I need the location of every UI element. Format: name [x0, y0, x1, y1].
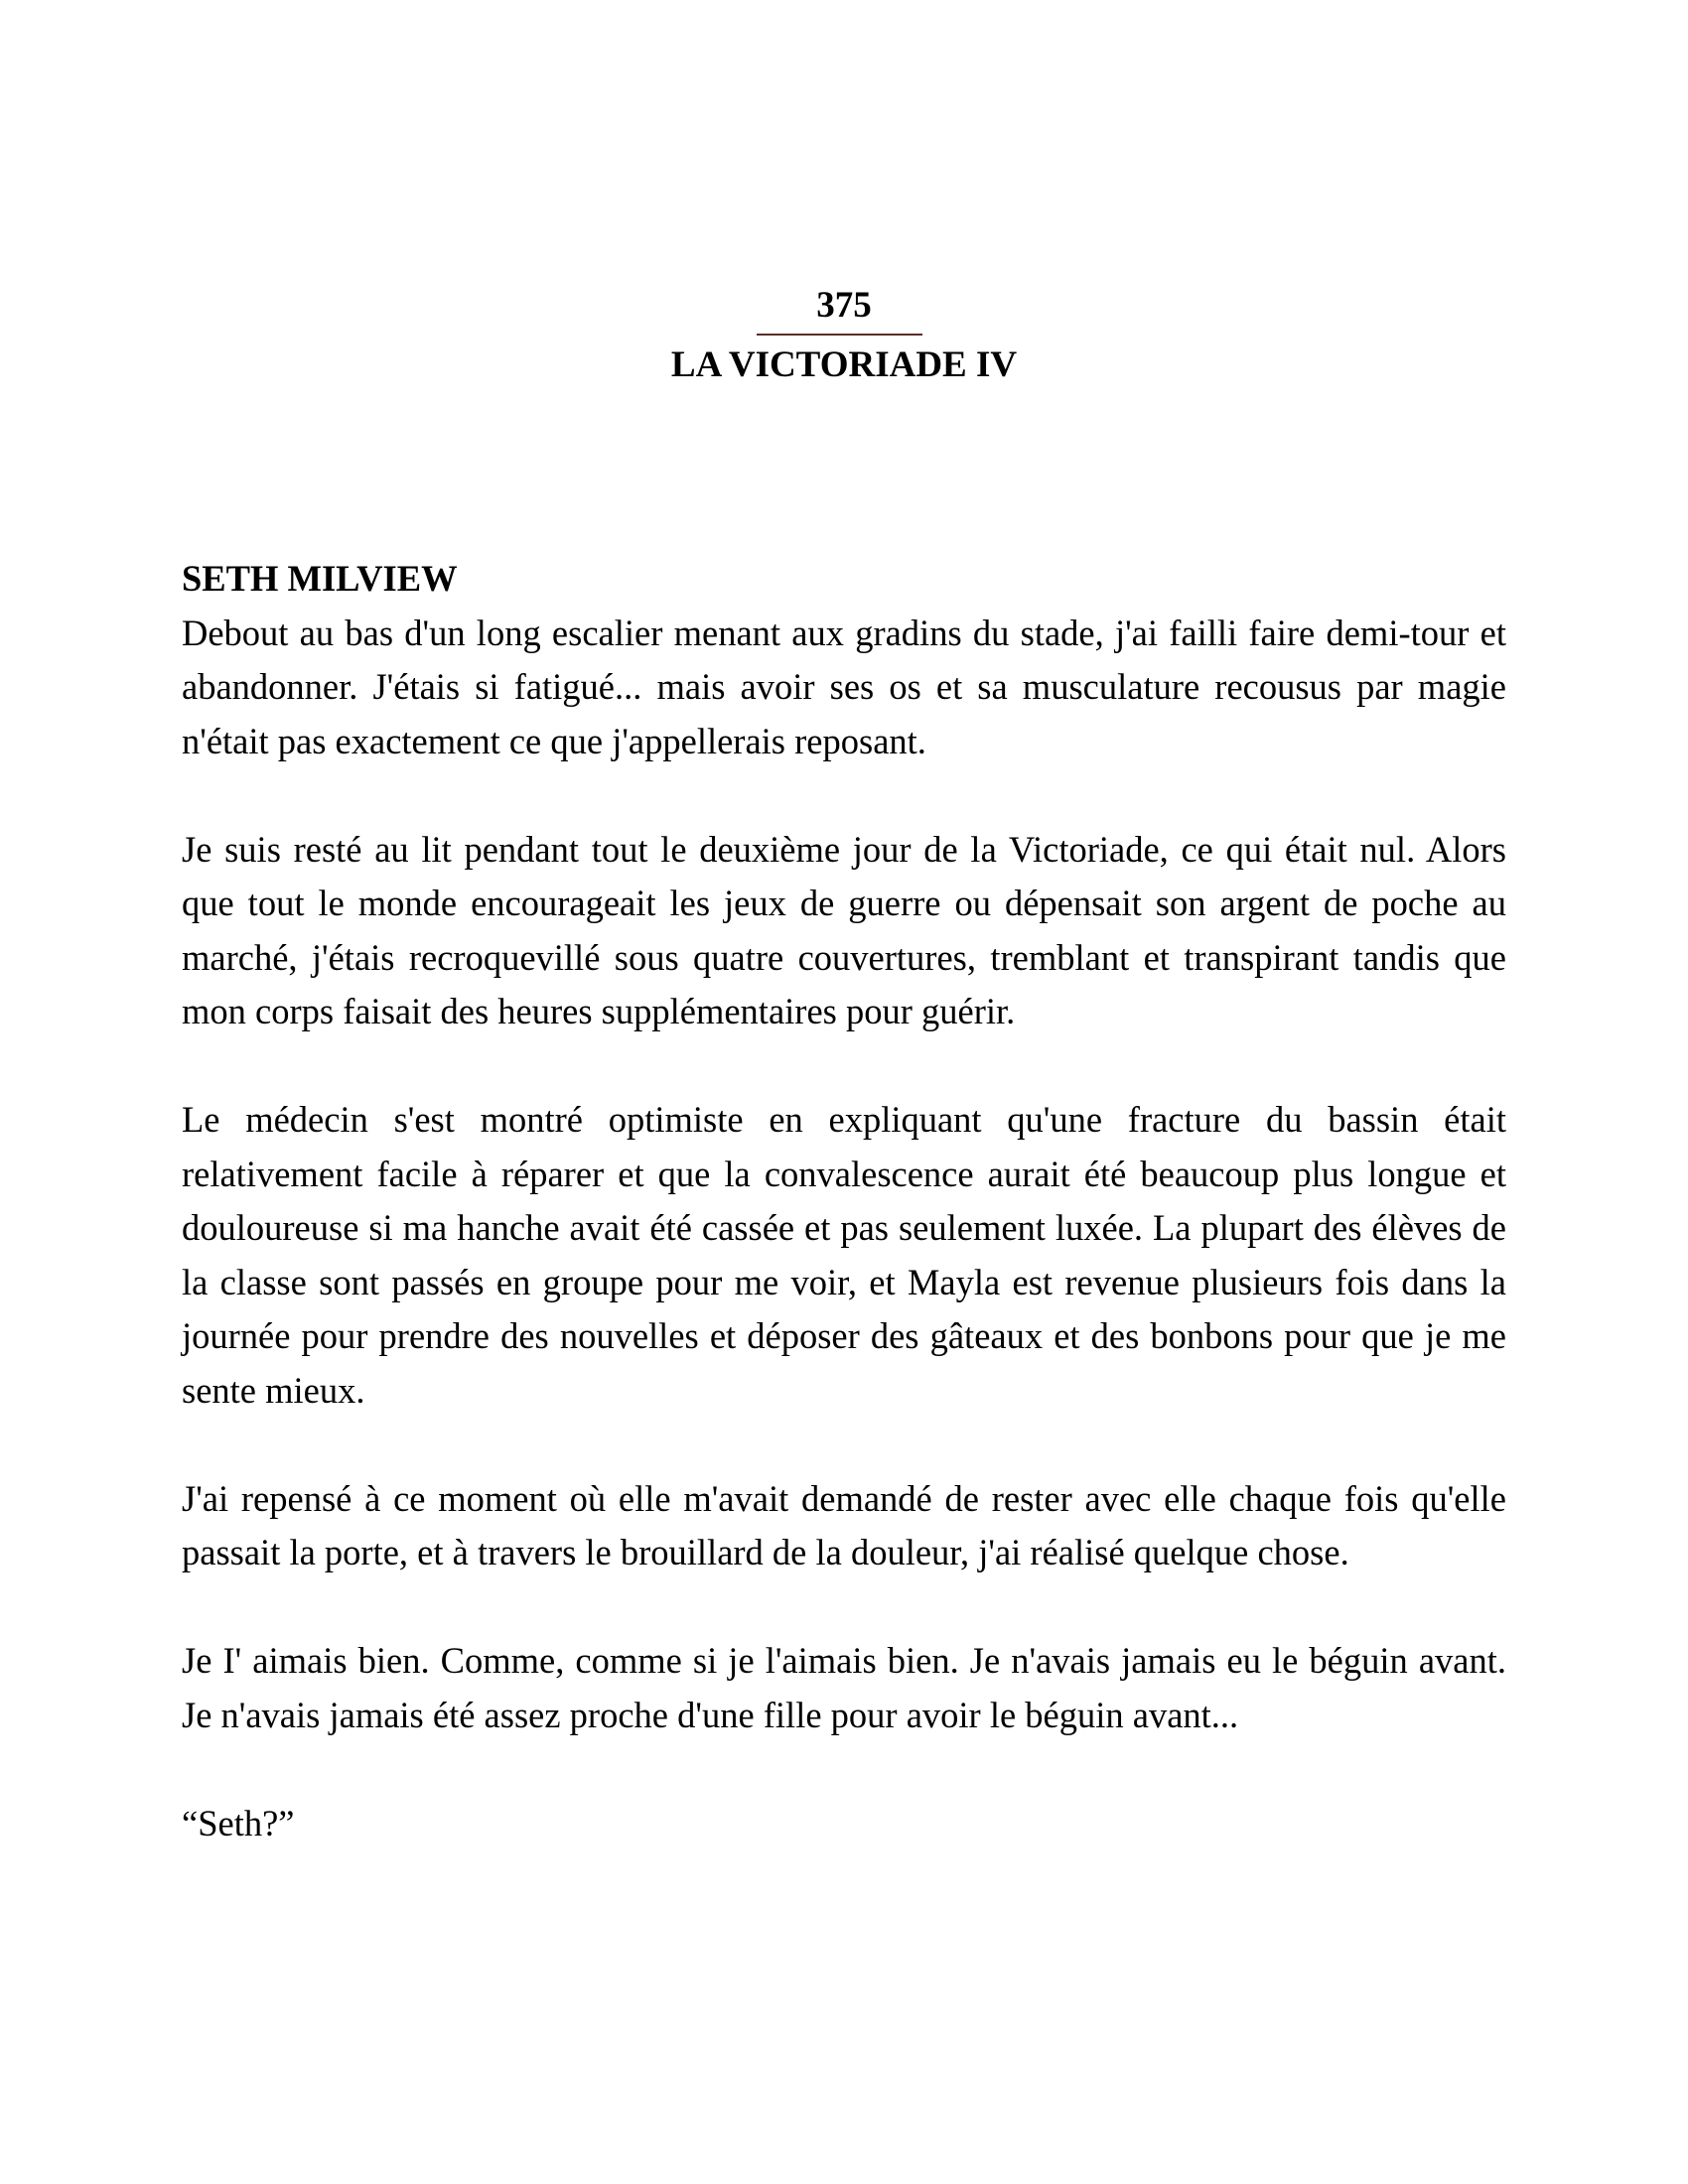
paragraph: Le médecin s'est montré optimiste en expliquant qu'une fracture du bassin était relativement facile à réparer et que la convalescence aurait été beaucoup plus longue et douloureuse si ma hanche avait été cassée et pas seulement luxée. La plupart des élèves de la classe sont passés en groupe pour me voir, et Mayla est revenue plusieurs fois dans la journée pour prendre des nouvelles et déposer des gâteaux et des bonbons pour que je me sente mieux.	[182, 1099, 1506, 1411]
paragraph: J'ai repensé à ce moment où elle m'avait demandé de rester avec elle chaque fois qu'elle passait la porte, et à travers le brouillard de la douleur, j'ai réalisé quelque chose.	[182, 1477, 1506, 1572]
dialogue-line: “Seth?”	[182, 1802, 295, 1843]
paragraph: Debout au bas d'un long escalier menant aux gradins du stade, j'ai failli faire demi-tour et abandonner. J'étais si fatigué... mais avoir ses os et sa musculature recousus par magie n'était pas exactement ce que j'appellerais reposant.	[182, 612, 1506, 761]
chapter-body	[182, 552, 1506, 1905]
paragraph: Je suis resté au lit pendant tout le deuxième jour de la Victoriade, ce qui était nul. Alors que tout le monde encourageait les jeux de guerre ou dépensait son argent de poche au marché, j'étais recroquevillé sous quatre couvertures, tremblant et transpirant tandis que mon corps faisait des heures supplémentaires pour guérir.	[182, 828, 1506, 1031]
paragraph: Je I' aimais bien. Comme, comme si je l'aimais bien. Je n'avais jamais eu le béguin avant. Je n'avais jamais été assez proche d'une fille pour avoir le béguin avant...	[182, 1640, 1506, 1735]
chapter-divider	[757, 334, 922, 336]
pov-heading: SETH MILVIEW	[182, 558, 458, 599]
chapter-number: 375	[816, 285, 872, 326]
chapter-title: LA VICTORIADE IV	[670, 344, 1018, 385]
